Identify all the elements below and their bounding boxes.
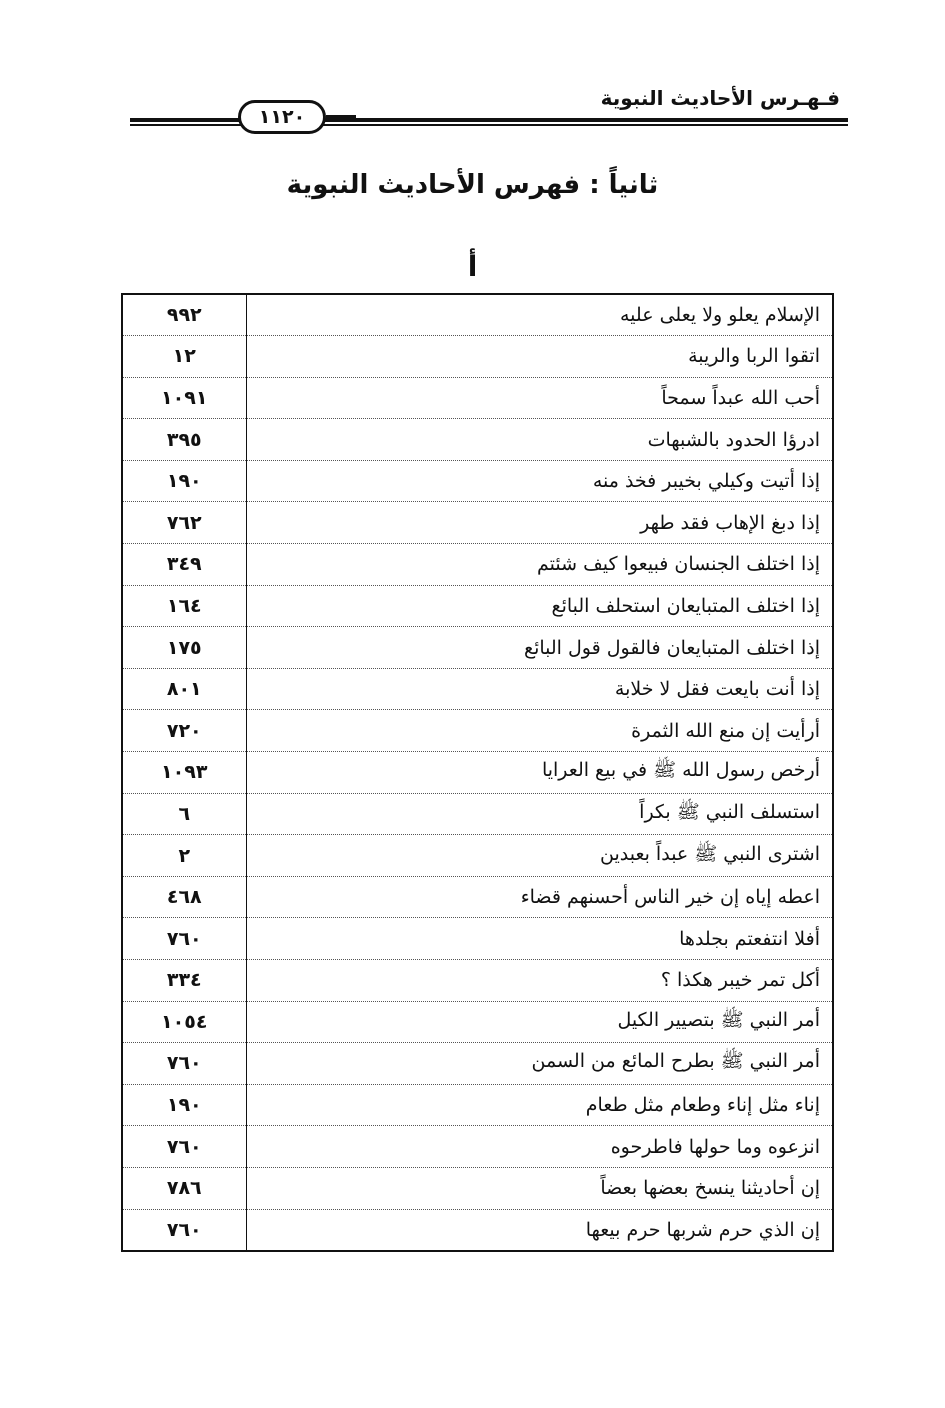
index-row bbox=[122, 1167, 833, 1209]
hadith-text: إذا اختلف المتبايعان استحلف البائع bbox=[246, 585, 833, 627]
page-ref: ١٦٤ bbox=[122, 585, 246, 627]
page-ref: ٧٢٠ bbox=[122, 710, 246, 752]
index-row bbox=[122, 793, 833, 835]
index-row bbox=[122, 835, 833, 877]
page-number-tail bbox=[326, 115, 356, 119]
index-row bbox=[122, 876, 833, 918]
running-header bbox=[130, 82, 848, 134]
page-ref: ٩٩٢ bbox=[122, 294, 246, 336]
page-ref: ٧٦٠ bbox=[122, 1043, 246, 1085]
page-ref: ١٢ bbox=[122, 336, 246, 378]
hadith-index-table bbox=[121, 293, 834, 1252]
hadith-text: اتقوا الربا والريبة bbox=[246, 336, 833, 378]
page-ref: ٧٦٠ bbox=[122, 918, 246, 960]
hadith-index-body bbox=[122, 294, 833, 1251]
index-row bbox=[122, 960, 833, 1002]
index-row bbox=[122, 1126, 833, 1168]
index-row bbox=[122, 752, 833, 794]
page-ref: ٧٦٠ bbox=[122, 1126, 246, 1168]
index-row bbox=[122, 460, 833, 502]
section-title: ثانياً : فهرس الأحاديث النبوية bbox=[286, 170, 659, 200]
hadith-text: اشترى النبي ﷺ عبداً بعبدين bbox=[246, 835, 833, 877]
hadith-text: اعطه إياه إن خير الناس أحسنهم قضاء bbox=[246, 876, 833, 918]
hadith-text: إن أحاديثنا ينسخ بعضها بعضاً bbox=[246, 1167, 833, 1209]
page-ref: ٧٦٢ bbox=[122, 502, 246, 544]
page-ref: ٨٠١ bbox=[122, 668, 246, 710]
index-row bbox=[122, 336, 833, 378]
hadith-text: الإسلام يعلو ولا يعلى عليه bbox=[246, 294, 833, 336]
page-ref: ١٠٥٤ bbox=[122, 1001, 246, 1043]
index-row bbox=[122, 377, 833, 419]
index-row bbox=[122, 918, 833, 960]
hadith-text: أكل تمر خيبر هكذا ؟ bbox=[246, 960, 833, 1002]
index-row bbox=[122, 1043, 833, 1085]
hadith-text: إذا دبغ الإهاب فقد طهر bbox=[246, 502, 833, 544]
hadith-text: أحب الله عبداً سمحاً bbox=[246, 377, 833, 419]
index-row bbox=[122, 668, 833, 710]
hadith-text: إذا أتيت وكيلي بخيبر فخذ منه bbox=[246, 460, 833, 502]
hadith-text: أرأيت إن منع الله الثمرة bbox=[246, 710, 833, 752]
hadith-text: إناء مثل إناء وطعام مثل طعام bbox=[246, 1084, 833, 1126]
page-ref: ١٧٥ bbox=[122, 627, 246, 669]
page-ref: ١٩٠ bbox=[122, 1084, 246, 1126]
running-header-title: فـهـرس الأحاديث النبوية bbox=[600, 86, 840, 110]
hadith-text: إذا اختلف المتبايعان فالقول قول البائع bbox=[246, 627, 833, 669]
page-ref: ١٠٩١ bbox=[122, 377, 246, 419]
index-row bbox=[122, 419, 833, 461]
page-number: ١١٢٠ bbox=[238, 100, 326, 134]
page-ref: ١٠٩٣ bbox=[122, 752, 246, 794]
page-ref: ٧٦٠ bbox=[122, 1209, 246, 1251]
page-ref: ١٩٠ bbox=[122, 460, 246, 502]
page-ref: ٣٩٥ bbox=[122, 419, 246, 461]
hadith-text: انزعوه وما حولها فاطرحوه bbox=[246, 1126, 833, 1168]
hadith-text: أرخص رسول الله ﷺ في بيع العرايا bbox=[246, 752, 833, 794]
hadith-text: ادرؤا الحدود بالشبهات bbox=[246, 419, 833, 461]
index-row bbox=[122, 710, 833, 752]
index-row bbox=[122, 544, 833, 586]
index-row bbox=[122, 1084, 833, 1126]
letter-heading: أ bbox=[467, 250, 478, 283]
index-row bbox=[122, 627, 833, 669]
hadith-text: أفلا انتفعتم بجلدها bbox=[246, 918, 833, 960]
page-ref: ٤٦٨ bbox=[122, 876, 246, 918]
index-row bbox=[122, 502, 833, 544]
page-ref: ٣٣٤ bbox=[122, 960, 246, 1002]
index-row bbox=[122, 1209, 833, 1251]
index-row bbox=[122, 585, 833, 627]
page-ref: ٧٨٦ bbox=[122, 1167, 246, 1209]
hadith-text: إن الذي حرم شربها حرم بيعها bbox=[585, 1218, 820, 1241]
page-ref: ٦ bbox=[122, 793, 246, 835]
header-rule-thin bbox=[130, 124, 848, 126]
hadith-text: أمر النبي ﷺ بتصيير الكيل bbox=[246, 1001, 833, 1043]
page-ref: ٢ bbox=[122, 835, 246, 877]
page-ref: ٣٤٩ bbox=[122, 544, 246, 586]
hadith-text: استسلف النبي ﷺ بكراً bbox=[246, 793, 833, 835]
index-row bbox=[122, 1001, 833, 1043]
hadith-text: إذا أنت بايعت فقل لا خلابة bbox=[246, 668, 833, 710]
hadith-text: أمر النبي ﷺ بطرح المائع من السمن bbox=[246, 1043, 833, 1085]
hadith-text: إذا اختلف الجنسان فبيعوا كيف شئتم bbox=[246, 544, 833, 586]
index-row bbox=[122, 294, 833, 336]
